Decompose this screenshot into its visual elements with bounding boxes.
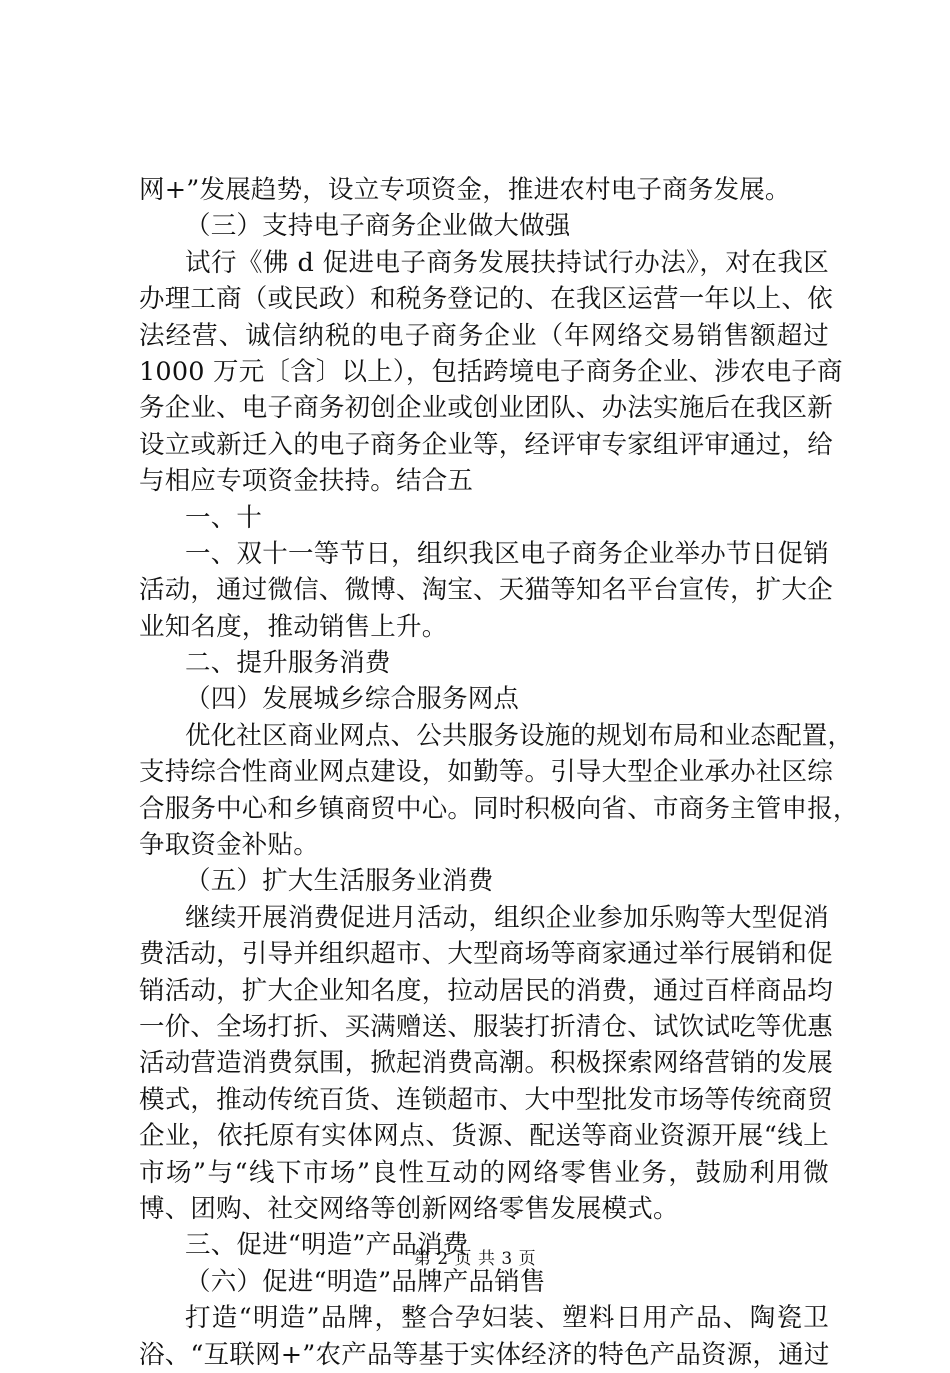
text-line: （五）扩大生活服务业消费 bbox=[185, 866, 494, 897]
text-line: 合服务中心和乡镇商贸中心。同时积极向省、市商务主管申报， bbox=[139, 793, 859, 824]
text-line: 费活动，引导并组织超市、大型商场等商家通过举行展销和促 bbox=[139, 939, 833, 970]
text-line: 一价、全场打折、买满赠送、服装打折清仓、试饮试吃等优惠 bbox=[139, 1011, 833, 1042]
text-line: 销活动，扩大企业知名度，拉动居民的消费，通过百样商品均 bbox=[139, 975, 833, 1006]
text-line: 争取资金补贴。 bbox=[139, 830, 319, 861]
text-line: （三）支持电子商务企业做大做强 bbox=[185, 211, 571, 242]
text-line: 三、促进“明造”产品消费 bbox=[185, 1230, 469, 1261]
text-line: 一、双十一等节日，组织我区电子商务企业举办节日促销 bbox=[185, 538, 829, 569]
text-line: 试行《佛 d 促进电子商务发展扶持试行办法》，对在我区 bbox=[185, 247, 829, 278]
text-line: 活动营造消费氛围，掀起消费高潮。积极探索网络营销的发展 bbox=[139, 1048, 833, 1079]
text-line: 优化社区商业网点、公共服务设施的规划布局和业态配置， bbox=[185, 720, 854, 751]
text-line: 企业，依托原有实体网点、货源、配送等商业资源开展“线上 bbox=[139, 1121, 829, 1152]
text-line: 浴、“互联网+”农产品等基于实体经济的特色产品资源，通过 bbox=[139, 1339, 830, 1370]
text-line: 博、团购、社交网络等创新网络零售发展模式。 bbox=[139, 1193, 679, 1224]
text-line: 活动，通过微信、微博、淘宝、天猫等知名平台宣传，扩大企 bbox=[139, 575, 833, 606]
text-line: 法经营、诚信纳税的电子商务企业（年网络交易销售额超过 bbox=[139, 320, 829, 351]
text-line: 模式，推动传统百货、连锁超市、大中型批发市场等传统商贸 bbox=[139, 1084, 833, 1115]
text-line: 业知名度，推动销售上升。 bbox=[139, 611, 448, 642]
text-line: 一、十 bbox=[185, 502, 263, 533]
text-line: 打造“明造”品牌，整合孕妇装、塑料日用产品、陶瓷卫 bbox=[185, 1303, 829, 1334]
text-line: 1000 万元〔含〕以上），包括跨境电子商务企业、涉农电子商 bbox=[139, 356, 843, 387]
text-line: 办理工商（或民政）和税务登记的、在我区运营一年以上、依 bbox=[139, 284, 833, 315]
text-line: 市场”与“线下市场”良性互动的网络零售业务，鼓励利用微 bbox=[139, 1157, 829, 1188]
text-line: 网+”发展趋势，设立专项资金，推进农村电子商务发展。 bbox=[139, 175, 791, 205]
text-line: 支持综合性商业网点建设，如勤等。引导大型企业承办社区综 bbox=[139, 757, 833, 788]
text-line: 与相应专项资金扶持。结合五 bbox=[139, 466, 474, 497]
document-body bbox=[139, 172, 859, 1373]
text-line: 二、提升服务消费 bbox=[185, 648, 391, 679]
page-number-footer: 第 2 页 共 3 页 bbox=[413, 1249, 537, 1269]
text-line: （四）发展城乡综合服务网点 bbox=[185, 684, 520, 715]
text-line: （六）促进“明造”品牌产品销售 bbox=[185, 1266, 546, 1297]
text-line: 设立或新迁入的电子商务企业等，经评审专家组评审通过，给 bbox=[139, 429, 833, 460]
text-line: 务企业、电子商务初创企业或创业团队、办法实施后在我区新 bbox=[139, 393, 833, 424]
text-line: 继续开展消费促进月活动，组织企业参加乐购等大型促消 bbox=[185, 902, 829, 933]
